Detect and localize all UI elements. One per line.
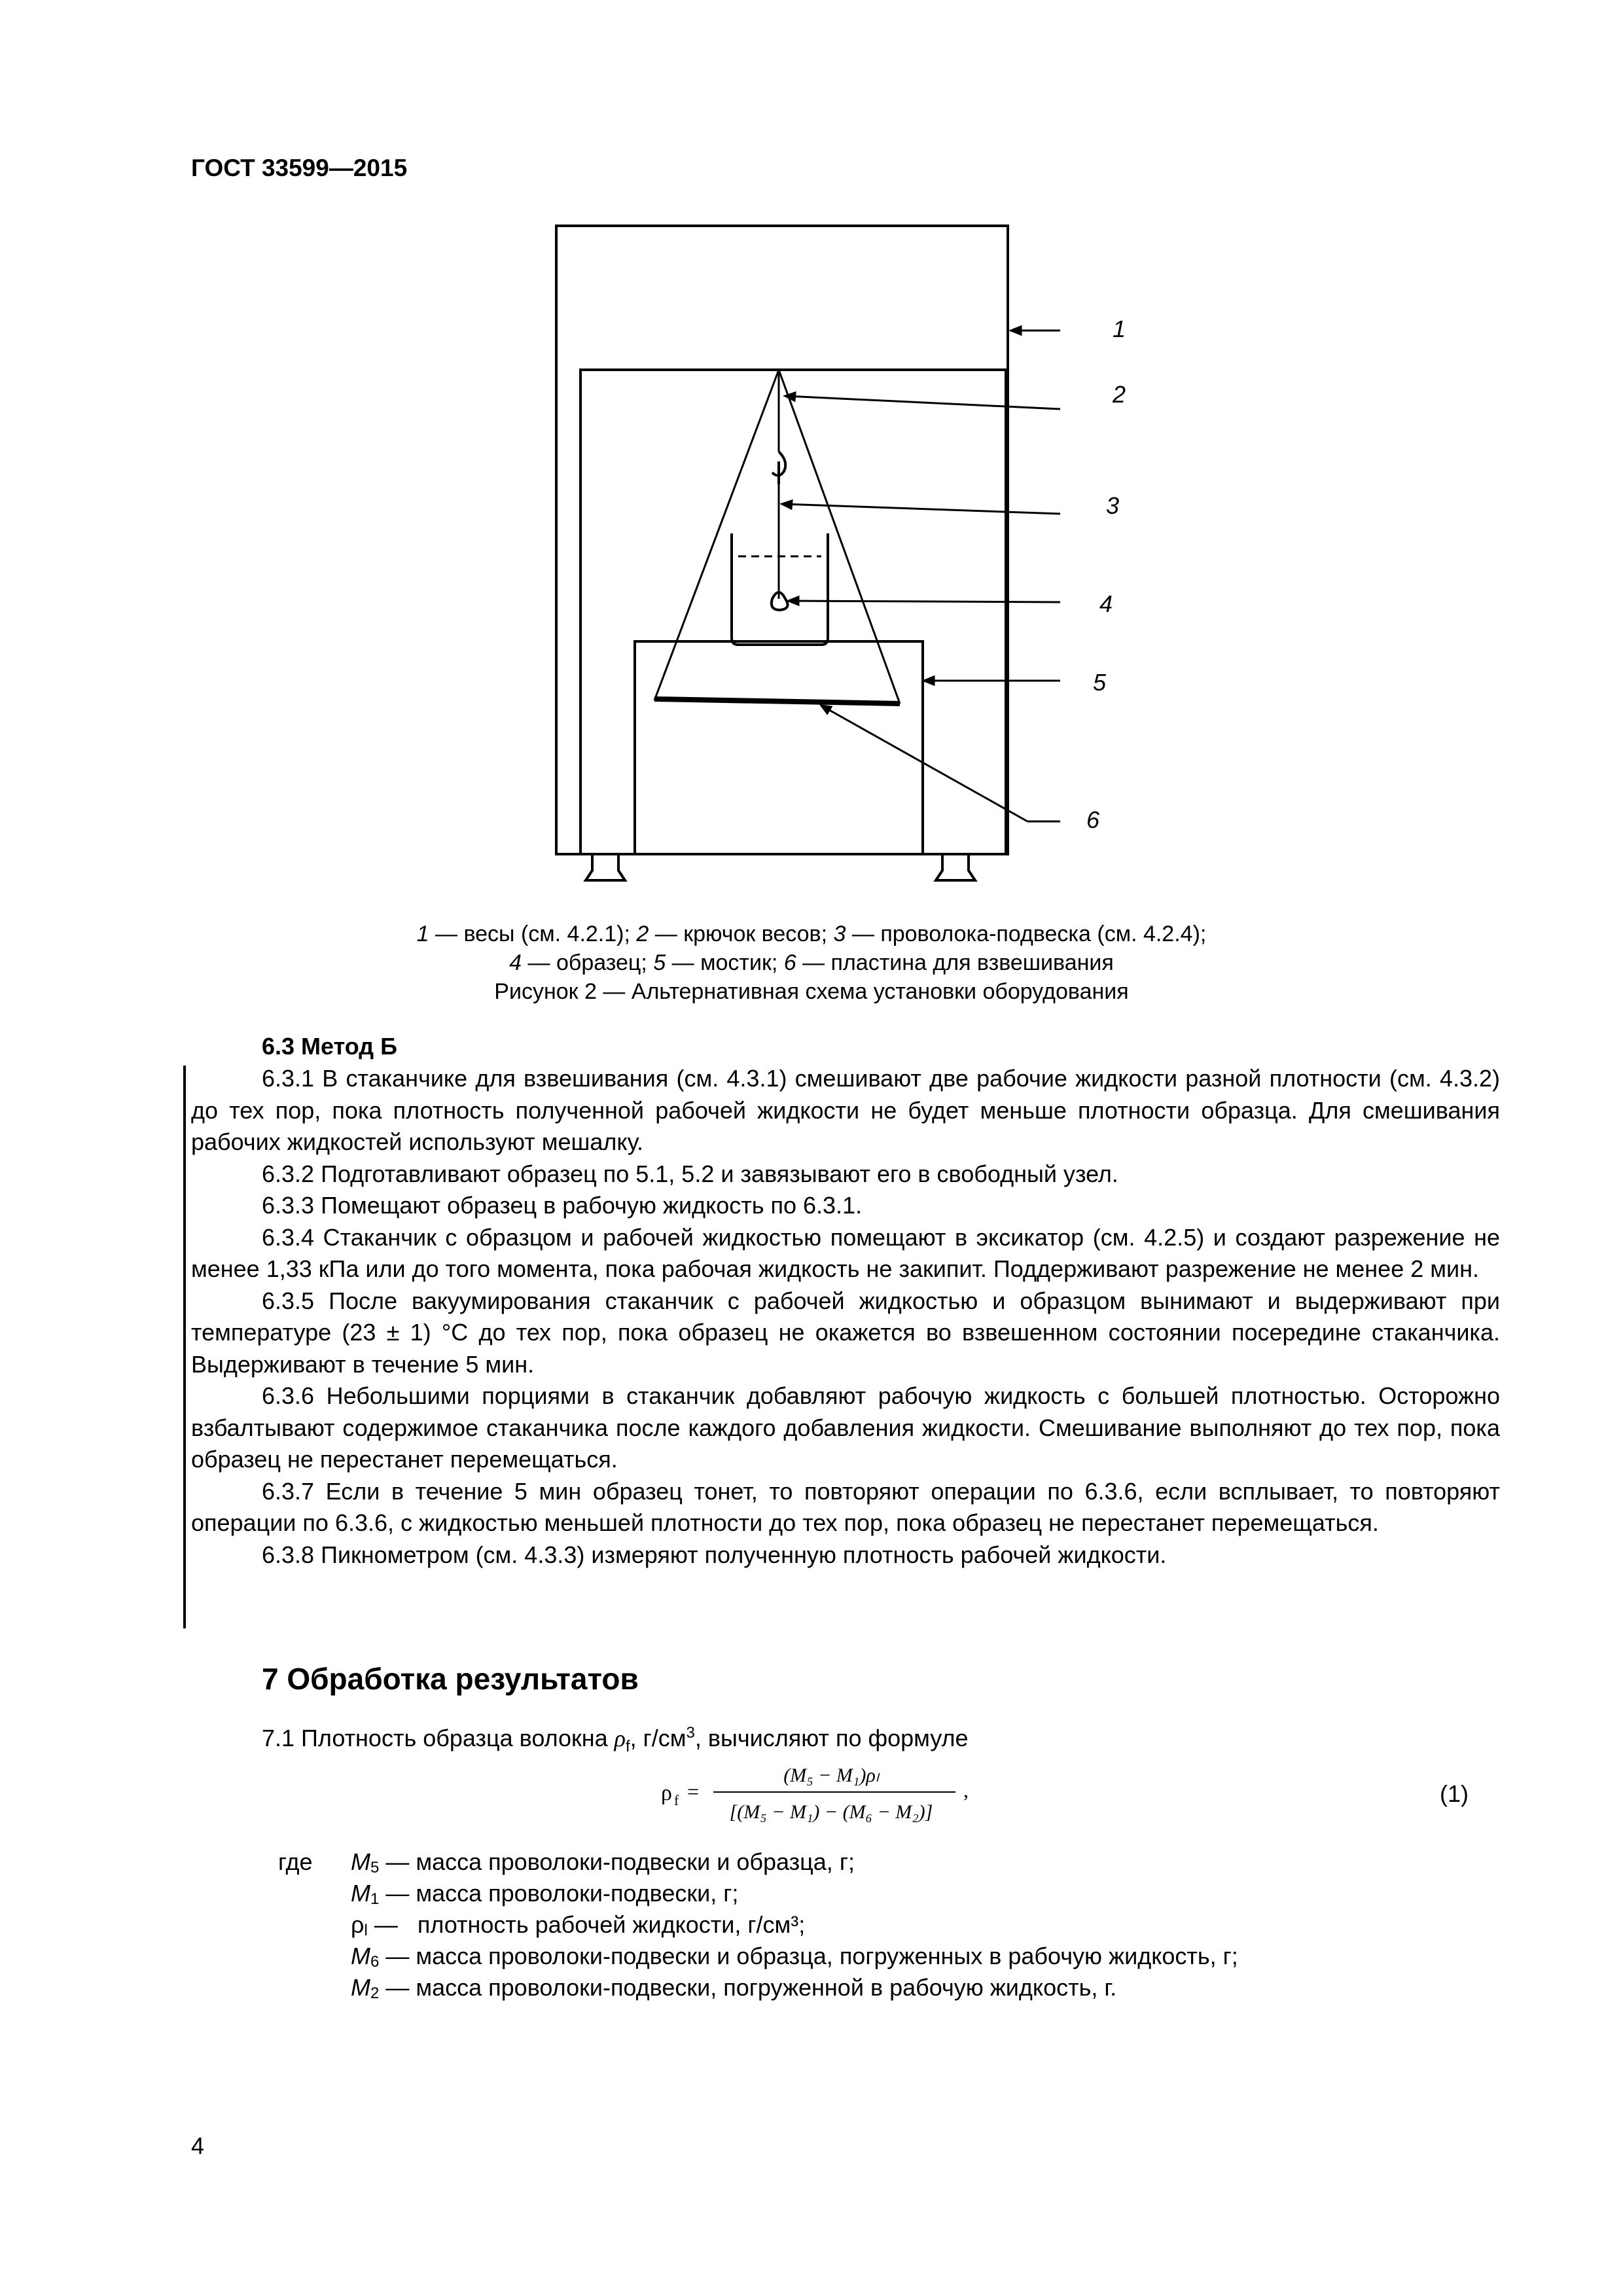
right-foot (936, 854, 975, 880)
formula-comma: , (963, 1778, 969, 1802)
where-item-rho-l: $\rho_l$ — плотность рабочей жидкости, г/см³; (351, 1911, 806, 1939)
apparatus-diagram (504, 209, 1158, 903)
bridge (635, 641, 923, 854)
callout-6: 6 (1086, 806, 1100, 833)
figure-legend-line-1: 1 — весы (см. 4.2.1); 2 — крючок весов; 3 — проволока-подвеска (см. 4.2.4); (416, 922, 1207, 946)
paragraph-6-3-2: 6.3.2 Подготавливают образец по 5.1, 5.2 и завязывают его в свободный узел. (262, 1160, 1118, 1187)
paragraph-7-1: 7.1 Плотность образца волокна $\rho_f$, $г/см^3$, вычисляют по формуле (262, 1724, 969, 1756)
where-item-m6: $M_6$ — масса проволоки-подвески и образца, погруженных в рабочую жидкость, г; (351, 1943, 1238, 1971)
hook-curl (772, 452, 785, 484)
paragraph-6-3-6: 6.3.6 Небольшими порциями в стаканчик добавляют рабочую жидкость с большей плотностью. Осторожно взбалтывают содержимое стаканчика после каждого добавления жидкости. Смешивание выполняют до тех пор, пока образец не перестанет перемещаться. (191, 1382, 1500, 1473)
formula-equals: = (687, 1780, 700, 1803)
where-item-m2: $M_2$ — масса проволоки-подвески, погруженной в рабочую жидкость, г. (351, 1974, 1117, 2002)
paragraph-6-3-8: 6.3.8 Пикнометром (см. 4.3.3) измеряют полученную плотность рабочей жидкости. (262, 1541, 1167, 1568)
formula-lhs: ρ (661, 1781, 672, 1805)
figure-title: Рисунок 2 — Альтернативная схема установки оборудования (494, 979, 1129, 1004)
paragraph-6-3-5: 6.3.5 После вакуумирования стаканчик с рабочей жидкостью и образцом вынимают и выдерживают при температуре (23 ± 1) °С до тех пор, пока образец не окажется во взвешенном состоянии посередине стаканчика. Выдерживают в течение 5 мин. (191, 1287, 1500, 1378)
callout-3: 3 (1106, 492, 1120, 519)
section-6-3-body (191, 1063, 1500, 1571)
section-heading-7: 7 Обработка результатов (262, 1662, 639, 1696)
weighing-plate (654, 699, 900, 704)
formula-denominator: [(M₅ − M₁) − (M₆ − M₂)] (729, 1801, 933, 1823)
where-label: где (278, 1848, 313, 1875)
equation-number: (1) (1440, 1780, 1469, 1807)
pan-frame-right (779, 370, 900, 704)
paragraph-6-3-1: 6.3.1 В стаканчике для взвешивания (см. 4.3.1) смешивают две рабочие жидкости разной плотности (см. 4.3.2) до тех пор, пока плотность полученной рабочей жидкости не будет меньше плотности образца. Для смешивания рабочих жидкостей используют мешалку. (191, 1065, 1500, 1155)
density-formula (661, 1754, 975, 1826)
callout-2: 2 (1113, 381, 1126, 408)
document-header: ГОСТ 33599—2015 (191, 154, 408, 181)
callout-5: 5 (1093, 669, 1107, 696)
figure-legend-line-2: 4 — образец; 5 — мостик; 6 — пластина для взвешивания (509, 950, 1114, 975)
where-item-m5: $M_5$ — масса проволоки-подвески и образца, г; (351, 1848, 855, 1876)
balance-housing (556, 226, 1008, 854)
page-number: 4 (191, 2132, 205, 2159)
section-heading-6-3: 6.3 Метод Б (262, 1033, 397, 1060)
where-item-m1: $M_1$ — масса проволоки-подвески, г; (351, 1880, 739, 1908)
pan-frame-left (654, 370, 779, 700)
formula-lhs-sub: f (674, 1792, 679, 1808)
paragraph-6-3-3: 6.3.3 Помещают образец в рабочую жидкость по 6.3.1. (262, 1192, 863, 1219)
left-foot (586, 854, 625, 880)
weighing-chamber (580, 370, 1006, 854)
paragraph-6-3-4: 6.3.4 Стаканчик с образцом и рабочей жидкостью помещают в эксикатор (см. 4.2.5) и создают разрежение не менее 1,33 кПа или до того момента, пока рабочая жидкость не закипит. Поддерживают разрежение не менее 2 мин. (191, 1223, 1500, 1282)
callout-1: 1 (1113, 315, 1126, 342)
formula-numerator: (M₅ − M₁)ρₗ (783, 1765, 879, 1786)
paragraph-6-3-7: 6.3.7 Если в течение 5 мин образец тонет, то повторяют операции по 6.3.6, если всплывает, то повторяют операции по 6.3.6, с жидкостью меньшей плотности до тех пор, пока образец не перестанет перемещаться. (191, 1477, 1500, 1536)
change-bar (183, 1066, 186, 1628)
callout-4: 4 (1099, 590, 1113, 617)
